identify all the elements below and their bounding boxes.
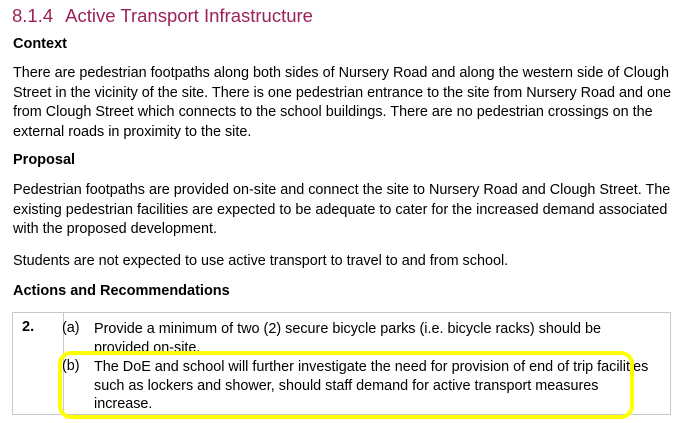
context-heading: Context	[13, 36, 67, 52]
section-heading	[12, 5, 313, 27]
action-item-a-letter: (a)	[62, 320, 80, 336]
action-row-number: 2.	[22, 319, 35, 335]
action-item-a-text: Provide a minimum of two (2) secure bicycle parks (i.e. bicycle racks) should be provided on-site.	[94, 321, 602, 356]
proposal-paragraph-1: Pedestrian footpaths are provided on-site and connect the site to Nursery Road and Clough Street. The existing pedestrian facilities are expected to be adequate to cater for the increased demand associated with the proposed development.	[13, 182, 671, 237]
actions-heading: Actions and Recommendations	[13, 283, 230, 299]
highlight-annotation	[58, 351, 634, 419]
section-title: Active Transport Infrastructure	[65, 5, 313, 26]
proposal-heading: Proposal	[13, 152, 76, 168]
action-item-b-letter: (b)	[62, 358, 80, 374]
section-number: 8.1.4	[12, 5, 54, 26]
proposal-paragraph-2: Students are not expected to use active transport to travel to and from school.	[13, 253, 509, 269]
action-item-b-text: The DoE and school will further investigate the need for provision of end of trip facilities such as lockers and shower, should staff demand for active transport measures increase.	[94, 359, 649, 412]
context-paragraph: There are pedestrian footpaths along both sides of Nursery Road and along the western side of Clough Street in the vicinity of the site. There is one pedestrian entrance to the site from Nursery Road and one from Clough Street which connects to the school buildings. There are no pedestrian crossings on the external roads in proximity to the site.	[13, 65, 672, 140]
